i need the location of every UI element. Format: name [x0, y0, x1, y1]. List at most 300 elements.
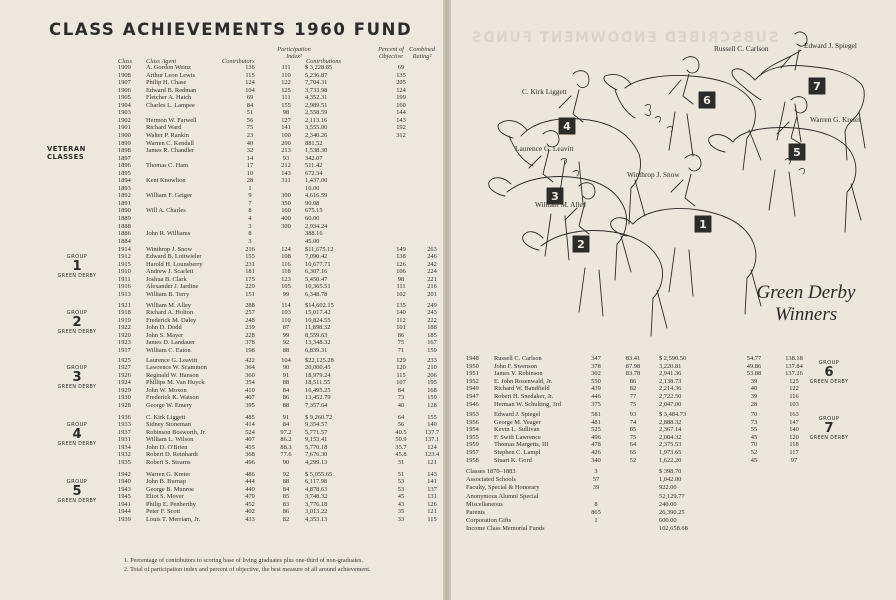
table-cell: Robinson Bosworth, Jr. — [146, 428, 207, 436]
table-cell: 71 — [397, 346, 405, 354]
table-cell: $11,675.12 — [305, 246, 334, 253]
table-cell: Lawrence W. Scammon — [146, 364, 207, 372]
table-cell: 1936 — [118, 414, 131, 421]
table-cell: 446 — [591, 393, 601, 400]
table-cell: Arthur Leon Lewis — [146, 71, 195, 79]
group-word: GROUP — [818, 416, 840, 422]
label-spiegel: Edward J. Spiegel — [804, 41, 857, 50]
table-cell: 32 — [246, 147, 254, 155]
table-cell: Associated Schools — [466, 476, 516, 484]
table-cell: 1949 — [466, 385, 479, 393]
table-cell: 84 — [282, 386, 290, 394]
table-cell: 300 — [281, 192, 291, 200]
table-cell: 7 — [248, 199, 252, 207]
group-number: 7 — [824, 421, 834, 436]
table-cell: 1884 — [118, 237, 131, 245]
table-cell: C. Kirk Liggett — [146, 414, 186, 421]
table-cell: Warren G. Kreter — [146, 471, 191, 478]
group-derby: GREEN DERBY — [57, 330, 97, 335]
green-derby-winners-title — [744, 282, 868, 326]
table-cell: 141 — [427, 478, 437, 486]
table-cell: 16,495.25 — [305, 386, 331, 394]
table-cell: 88 — [282, 379, 290, 387]
table-cell: 90 — [282, 458, 290, 466]
label-alley: William M. Alley — [535, 200, 587, 209]
table-cell: 550 — [591, 377, 601, 385]
page-title: CLASS ACHIEVEMENTS 1960 FUND — [49, 20, 413, 39]
table-cell: 10,365.51 — [305, 283, 331, 291]
table-cell: 14 — [246, 154, 254, 162]
table-cell: 231 — [245, 260, 255, 268]
table-cell: 485 — [245, 414, 255, 421]
group-number: 3 — [72, 370, 82, 385]
table-cell: F. Swift Lawrence — [494, 433, 541, 441]
table-cell: 10,824.55 — [305, 316, 331, 324]
table-cell: 70 — [750, 441, 758, 449]
table-cell: 39 — [750, 377, 758, 385]
table-cell: 149 — [396, 246, 406, 253]
table-cell: 1900 — [118, 131, 131, 139]
table-cell: 3,776.18 — [305, 500, 328, 508]
table-cell: 675.15 — [305, 207, 323, 215]
table-cell: 143 — [281, 169, 291, 177]
label-leavitt: Laurence G. Leavitt — [515, 144, 574, 153]
table-cell: 426 — [591, 449, 601, 456]
table-cell: Herman W. Schulting, 3rd — [494, 400, 561, 408]
table-cell: 118 — [789, 441, 799, 449]
table-cell: $14,602.15 — [305, 302, 334, 309]
table-cell: 444 — [245, 478, 255, 486]
table-cell: 206 — [427, 371, 437, 379]
group-word: GROUP — [66, 365, 88, 371]
left-page — [0, 0, 445, 600]
table-cell: 407 — [245, 436, 255, 444]
table-cell: 312 — [396, 131, 406, 139]
table-cell: 88 — [282, 478, 290, 486]
table-cell: Fletcher A. Hatch — [146, 94, 192, 102]
table-cell: 93 — [629, 411, 637, 418]
table-cell: 115 — [396, 371, 406, 379]
table-cell: 1,042.00 — [659, 476, 682, 484]
table-cell: Miscellaneous — [466, 500, 503, 508]
table-cell: 75 — [629, 433, 637, 441]
table-cell: 97 — [790, 456, 798, 464]
table-cell: 1947 — [466, 393, 479, 400]
table-cell: Sidney Stoneman — [146, 421, 191, 429]
table-cell: Eliot S. Mover — [146, 493, 184, 501]
group-number: 2 — [72, 315, 82, 330]
table-cell: 1904 — [118, 101, 131, 109]
table-cell: 440 — [245, 485, 255, 493]
table-cell: 1933 — [118, 421, 131, 429]
table-cell: 64 — [397, 414, 405, 421]
table-cell: 3,733.98 — [305, 86, 328, 94]
table-cell: 192 — [396, 124, 406, 132]
table-cell: 233 — [427, 357, 437, 364]
table-cell: 82 — [629, 385, 637, 393]
table-cell: Classes 1870–1883 — [466, 468, 516, 475]
table-cell: 288 — [245, 302, 255, 309]
table-cell: 69 — [246, 94, 254, 102]
group-1-label — [48, 254, 106, 279]
group-5-label — [48, 479, 106, 504]
table-cell: Frederick M. Daley — [146, 316, 197, 324]
table-cell: 1926 — [118, 371, 131, 379]
table-cell: 3 — [594, 468, 598, 475]
table-cell: 1894 — [118, 177, 131, 185]
table-cell: 388.16 — [305, 230, 323, 238]
table-cell: 221 — [427, 275, 437, 283]
group-7-label — [800, 416, 858, 441]
table-cell: 6,839.31 — [305, 346, 328, 354]
table-cell: 525 — [591, 426, 601, 434]
table-cell: 140 — [427, 421, 437, 429]
table-cell: 4,353.13 — [305, 515, 328, 523]
table-cell: George W. Emery — [146, 401, 192, 409]
table-cell: 2,888.32 — [659, 418, 682, 426]
table-cell: 1906 — [118, 86, 131, 94]
table-cell: 104 — [245, 86, 255, 94]
table-cell: $ 3,484.73 — [659, 411, 687, 418]
table-cell: 5,450.47 — [305, 275, 328, 283]
table-cell: 1899 — [118, 139, 131, 147]
table-cell: John B. Burnap — [146, 478, 186, 486]
table-cell: Walter P. Rankin — [146, 131, 189, 139]
table-cell: 13,452.79 — [305, 394, 331, 402]
saddle-number-4: 4 — [563, 120, 571, 133]
table-cell: John S. Mayer — [146, 331, 184, 339]
veteran-classes-label: VETERAN CLASSES — [47, 145, 86, 161]
table-cell: 39 — [592, 484, 600, 492]
table-cell: 6,307.16 — [305, 268, 328, 276]
table-cell: 101 — [396, 324, 406, 332]
table-cell: 90.08 — [305, 199, 320, 207]
table-cell: 45.00 — [305, 237, 320, 245]
table-cell: 52,129.77 — [659, 492, 685, 500]
table-cell: Richard Ward — [146, 124, 182, 132]
table-cell: 99 — [282, 290, 290, 298]
table-cell: 479 — [245, 493, 255, 501]
table-cell: 69 — [397, 64, 405, 71]
table-cell: 212 — [281, 162, 291, 170]
table-cell: 881.52 — [305, 139, 323, 147]
table-cell: 9 — [248, 192, 252, 200]
table-cell: Richard W. Bandfield — [494, 385, 550, 393]
table-cell: 116 — [281, 260, 291, 268]
table-cell: Peter F. Scott — [146, 508, 181, 516]
label-kreter: Warren G. Kreter — [810, 115, 861, 124]
table-cell: 93 — [282, 154, 290, 162]
table-cell: 84 — [246, 101, 254, 109]
table-cell: Louis T. Merriam, Jr. — [146, 515, 201, 523]
table-cell: 3,555.00 — [305, 124, 328, 132]
table-cell: Stuart K. Gord — [494, 456, 532, 464]
table-cell: 1886 — [118, 230, 131, 238]
table-cell: James R. Chandler — [146, 147, 195, 155]
table-cell: 11,898.32 — [305, 324, 331, 332]
table-cell: William C. Eaton — [146, 346, 191, 354]
table-cell: 4,299.13 — [305, 458, 328, 466]
table-cell: 496 — [591, 433, 601, 441]
table-cell: 1954 — [466, 426, 479, 434]
table-cell: 168 — [427, 386, 437, 394]
table-cell: 33 — [397, 515, 405, 523]
table-cell: John F. Swenson — [494, 362, 537, 370]
table-cell: 5,236.87 — [305, 71, 328, 79]
table-cell: 88.3 — [280, 443, 292, 451]
table-cell: 243 — [427, 309, 437, 317]
table-cell: 56 — [246, 116, 254, 124]
table-cell: 1891 — [118, 199, 131, 207]
table-cell: 6,348.78 — [305, 290, 328, 298]
table-cell: 13,348.32 — [305, 339, 331, 347]
table-cell: 481 — [591, 418, 601, 426]
table-cell: Robert H. Snedaker, Jr. — [494, 393, 554, 400]
table-cell: 88 — [282, 401, 290, 409]
table-cell: 5,770.18 — [305, 443, 328, 451]
table-cell: 53 — [397, 485, 405, 493]
table-cell: 228 — [245, 331, 255, 339]
table-cell: 311 — [281, 177, 291, 185]
table-cell: 175 — [245, 275, 255, 283]
table-cell: 117 — [789, 449, 799, 456]
table-cell: 1957 — [466, 449, 479, 456]
table-cell: 360 — [245, 371, 255, 379]
table-cell: Richard A. Holton — [146, 309, 194, 317]
table-cell: 2,934.24 — [305, 222, 328, 230]
table-cell: 55 — [750, 426, 758, 434]
table-cell: 188 — [427, 324, 437, 332]
table-cell: 124 — [281, 246, 291, 253]
table-cell: 865 — [591, 509, 601, 516]
table-cell: 1920 — [118, 331, 131, 339]
table-cell: 35 — [397, 508, 405, 516]
table-cell: E. John Rosenwald, Jr. — [494, 377, 553, 385]
table-cell: 3,748.32 — [305, 493, 328, 501]
table-cell: Thomas Margetts, III — [494, 441, 549, 449]
table-cell: Philip E. Penberthy — [146, 500, 196, 508]
table-cell: 1912 — [118, 253, 131, 261]
table-cell: Alexander J. Jardine — [146, 283, 199, 291]
table-cell: 121 — [427, 458, 437, 466]
table-cell: 240.00 — [659, 500, 677, 508]
table-cell: 92 — [282, 471, 290, 478]
table-cell: 135 — [396, 71, 406, 79]
table-cell: 75 — [629, 400, 637, 408]
group-number: 5 — [72, 484, 82, 499]
table-cell: 43 — [397, 500, 405, 508]
table-cell: 1921 — [118, 302, 131, 309]
table-cell: 1929 — [118, 386, 131, 394]
table-cell: 8 — [594, 500, 598, 508]
table-cell: 18,511.55 — [305, 379, 331, 387]
table-cell: 4,616.59 — [305, 192, 328, 200]
table-cell: 83.41 — [625, 355, 641, 362]
table-cell: 135 — [396, 302, 406, 309]
table-cell: 17 — [246, 162, 254, 170]
table-cell: $ 3,228.85 — [305, 64, 333, 71]
table-cell: 10.00 — [305, 184, 320, 192]
table-cell: 143 — [427, 471, 437, 478]
table-cell: 1925 — [118, 357, 131, 364]
table-cell: 103 — [789, 400, 799, 408]
group-derby: GREEN DERBY — [57, 274, 97, 279]
table-cell: 2,989.51 — [305, 101, 328, 109]
table-cell: Joshua B. Clark — [146, 275, 187, 283]
table-cell: 105 — [281, 283, 291, 291]
table-cell: Andrew J. Scarlett — [146, 268, 194, 276]
table-cell: 136 — [245, 64, 255, 71]
table-cell: Parents — [466, 509, 485, 516]
table-cell: 26,390.25 — [659, 509, 685, 516]
table-cell: 452 — [245, 500, 255, 508]
table-cell: 1919 — [118, 316, 131, 324]
table-cell: 2,367.14 — [659, 426, 682, 434]
table-cell: 1943 — [118, 485, 131, 493]
table-cell: 50.9 — [395, 436, 407, 444]
table-cell: 144 — [396, 109, 406, 117]
label-liggett: C. Kirk Liggett — [522, 87, 567, 96]
group-derby: GREEN DERBY — [809, 380, 849, 385]
table-cell: 137.26 — [785, 370, 803, 378]
group-derby: GREEN DERBY — [57, 499, 97, 504]
table-cell: 1914 — [118, 246, 131, 253]
table-cell: 60.00 — [305, 215, 320, 222]
table-cell: 28 — [246, 177, 254, 185]
label-carlson: Russell C. Carlson — [714, 44, 769, 53]
table-cell: 342.07 — [305, 154, 323, 162]
table-cell: 185 — [427, 331, 437, 339]
table-cell: 1924 — [118, 379, 131, 387]
table-cell: John R. Williams — [146, 230, 191, 238]
table-cell: Kent Knowlton — [146, 177, 186, 185]
table-cell: 4,352.31 — [305, 94, 328, 102]
group-number: 6 — [824, 365, 834, 380]
table-cell: 2,722.50 — [659, 393, 682, 400]
table-cell: 125 — [789, 377, 799, 385]
table-cell: 45 — [750, 456, 758, 464]
group-6-label — [800, 360, 858, 385]
table-cell: Anonymous Alumni Special — [466, 492, 539, 500]
table-cell: 111 — [281, 64, 291, 71]
table-cell: 88 — [282, 346, 290, 354]
table-cell: Edward J. Spiegel — [494, 411, 541, 418]
table-cell: 229 — [245, 283, 255, 291]
table-cell: 1890 — [118, 207, 131, 215]
table-cell: 131 — [427, 493, 437, 501]
table-cell: 210 — [427, 364, 437, 372]
table-cell: 141 — [281, 124, 291, 132]
winners-line-2: Winners — [774, 304, 838, 325]
horse-1 — [611, 209, 761, 314]
table-cell: 1913 — [118, 290, 131, 298]
table-cell: 1893 — [118, 184, 131, 192]
saddle-number-5: 5 — [793, 146, 801, 159]
table-cell: 1922 — [118, 324, 131, 332]
table-cell: 433 — [245, 515, 255, 523]
table-cell: 10,677.71 — [305, 260, 331, 268]
table-cell: 1896 — [118, 162, 131, 170]
group-2-label — [48, 310, 106, 335]
table-cell: 199 — [396, 94, 406, 102]
table-cell: 77 — [629, 393, 637, 400]
table-cell: 1918 — [118, 309, 131, 317]
table-cell: 143 — [396, 116, 406, 124]
table-cell: 45 — [397, 493, 405, 501]
table-cell: 120 — [789, 433, 799, 441]
table-cell: 600.00 — [659, 517, 677, 525]
table-cell: 51 — [397, 471, 405, 478]
saddle-number-2: 2 — [577, 238, 585, 251]
table-cell: 1950 — [466, 362, 479, 370]
table-cell: 1939 — [118, 515, 131, 523]
table-cell: 239 — [245, 324, 255, 332]
table-cell: Faculty, Special & Honorary — [466, 484, 540, 492]
table-cell: 160 — [281, 207, 291, 215]
table-cell: 3,013.22 — [305, 508, 328, 516]
table-cell: Edward B. Redman — [146, 86, 197, 94]
table-cell: 9,354.57 — [305, 421, 328, 429]
table-cell: 364 — [245, 364, 255, 372]
table-cell: Philip H. Chase — [146, 79, 187, 87]
table-cell: 106 — [396, 268, 406, 276]
table-cell: 84 — [282, 485, 290, 493]
table-cell: 922.00 — [659, 484, 677, 492]
table-cell: 107 — [396, 379, 406, 387]
table-cell: 1951 — [466, 370, 479, 378]
table-cell: 1946 — [466, 400, 479, 408]
table-cell: 103 — [281, 309, 291, 317]
table-cell: 1,538.30 — [305, 147, 328, 155]
table-cell: Stephen C. Lampl — [494, 449, 541, 456]
label-snow: Winthrop J. Snow — [627, 170, 680, 179]
saddle-number-6: 6 — [703, 94, 711, 107]
table-cell: 159 — [427, 394, 437, 402]
table-cell: 52 — [629, 456, 637, 464]
table-cell: 378 — [245, 339, 255, 347]
table-cell: Will A. Charles — [146, 207, 186, 215]
table-cell: William B. Terry — [146, 290, 190, 298]
header-class: Class — [118, 58, 132, 65]
table-cell: 102 — [396, 290, 406, 298]
table-cell: 246 — [427, 253, 437, 261]
table-cell: 248 — [245, 316, 255, 324]
table-cell: 53 — [397, 478, 405, 486]
table-cell: 104 — [281, 357, 291, 364]
table-cell: John W. Moxon — [146, 386, 187, 394]
table-cell: 147 — [789, 418, 799, 426]
table-cell: James V. Robinson — [494, 370, 543, 378]
table-cell: 84 — [282, 421, 290, 429]
table-cell: 137.1 — [424, 436, 440, 444]
bleed-through-title: SUBSCRIBED ENDOWMENT FUNDS — [470, 30, 779, 46]
table-cell: 1 — [248, 184, 252, 192]
table-cell: 439 — [591, 385, 601, 393]
table-cell: 10 — [246, 169, 254, 177]
table-cell: 73 — [750, 418, 758, 426]
table-cell: 140 — [789, 426, 799, 434]
table-cell: 155 — [281, 101, 291, 109]
table-cell: James D. Landauer — [146, 339, 196, 347]
group-derby: GREEN DERBY — [809, 436, 849, 441]
group-word: GROUP — [66, 422, 88, 428]
table-cell: Frederick K. Watson — [146, 394, 199, 402]
table-cell: 1915 — [118, 260, 131, 268]
group-word: GROUP — [818, 360, 840, 366]
table-cell: Robert D. Reinhardt — [146, 451, 199, 459]
table-cell: 1905 — [118, 94, 131, 102]
table-cell: 31 — [397, 458, 405, 466]
